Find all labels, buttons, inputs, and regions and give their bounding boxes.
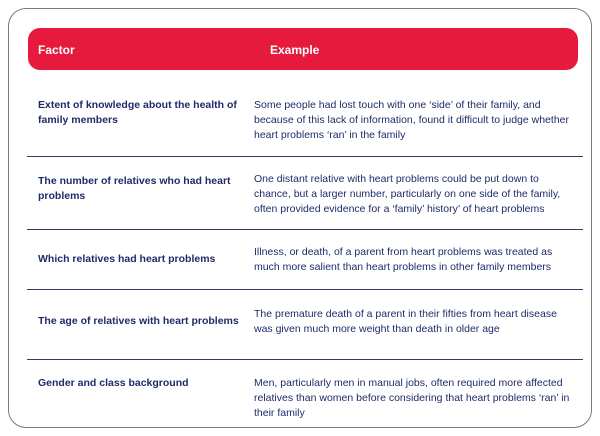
- example-cell: Men, particularly men in manual jobs, often required more affected relatives than women before considering that heart problems ‘ran’ in their family: [254, 377, 570, 419]
- table-row: [27, 290, 583, 360]
- factor-cell: Which relatives had heart problems: [38, 253, 216, 265]
- table-row: [27, 360, 583, 420]
- factor-cell: Extent of knowledge about the health of family members: [38, 99, 237, 126]
- table-header: [28, 28, 578, 70]
- header-factor: Factor: [38, 43, 75, 57]
- header-example: Example: [270, 43, 320, 57]
- example-cell: Illness, or death, of a parent from heart problems was treated as much more salient than heart problems in other family members: [254, 246, 553, 273]
- table-row: [27, 157, 583, 230]
- factor-cell: The age of relatives with heart problems: [38, 315, 239, 327]
- table-row: [27, 81, 583, 157]
- table-row: [27, 230, 583, 290]
- factor-cell: The number of relatives who had heart problems: [38, 175, 231, 202]
- example-cell: Some people had lost touch with one ‘side’ of their family, and because of this lack of information, found it difficult to judge whether heart problems ‘ran’ in the family: [254, 99, 569, 141]
- table-body: [27, 81, 583, 420]
- example-cell: The premature death of a parent in their fifties from heart disease was given much more weight than death in older age: [254, 308, 557, 335]
- factor-cell: Gender and class background: [38, 377, 189, 389]
- example-cell: One distant relative with heart problems could be put down to chance, but a larger number, particularly on one side of the family, often provided evidence for a ‘family’ history’ of heart problems: [254, 173, 561, 215]
